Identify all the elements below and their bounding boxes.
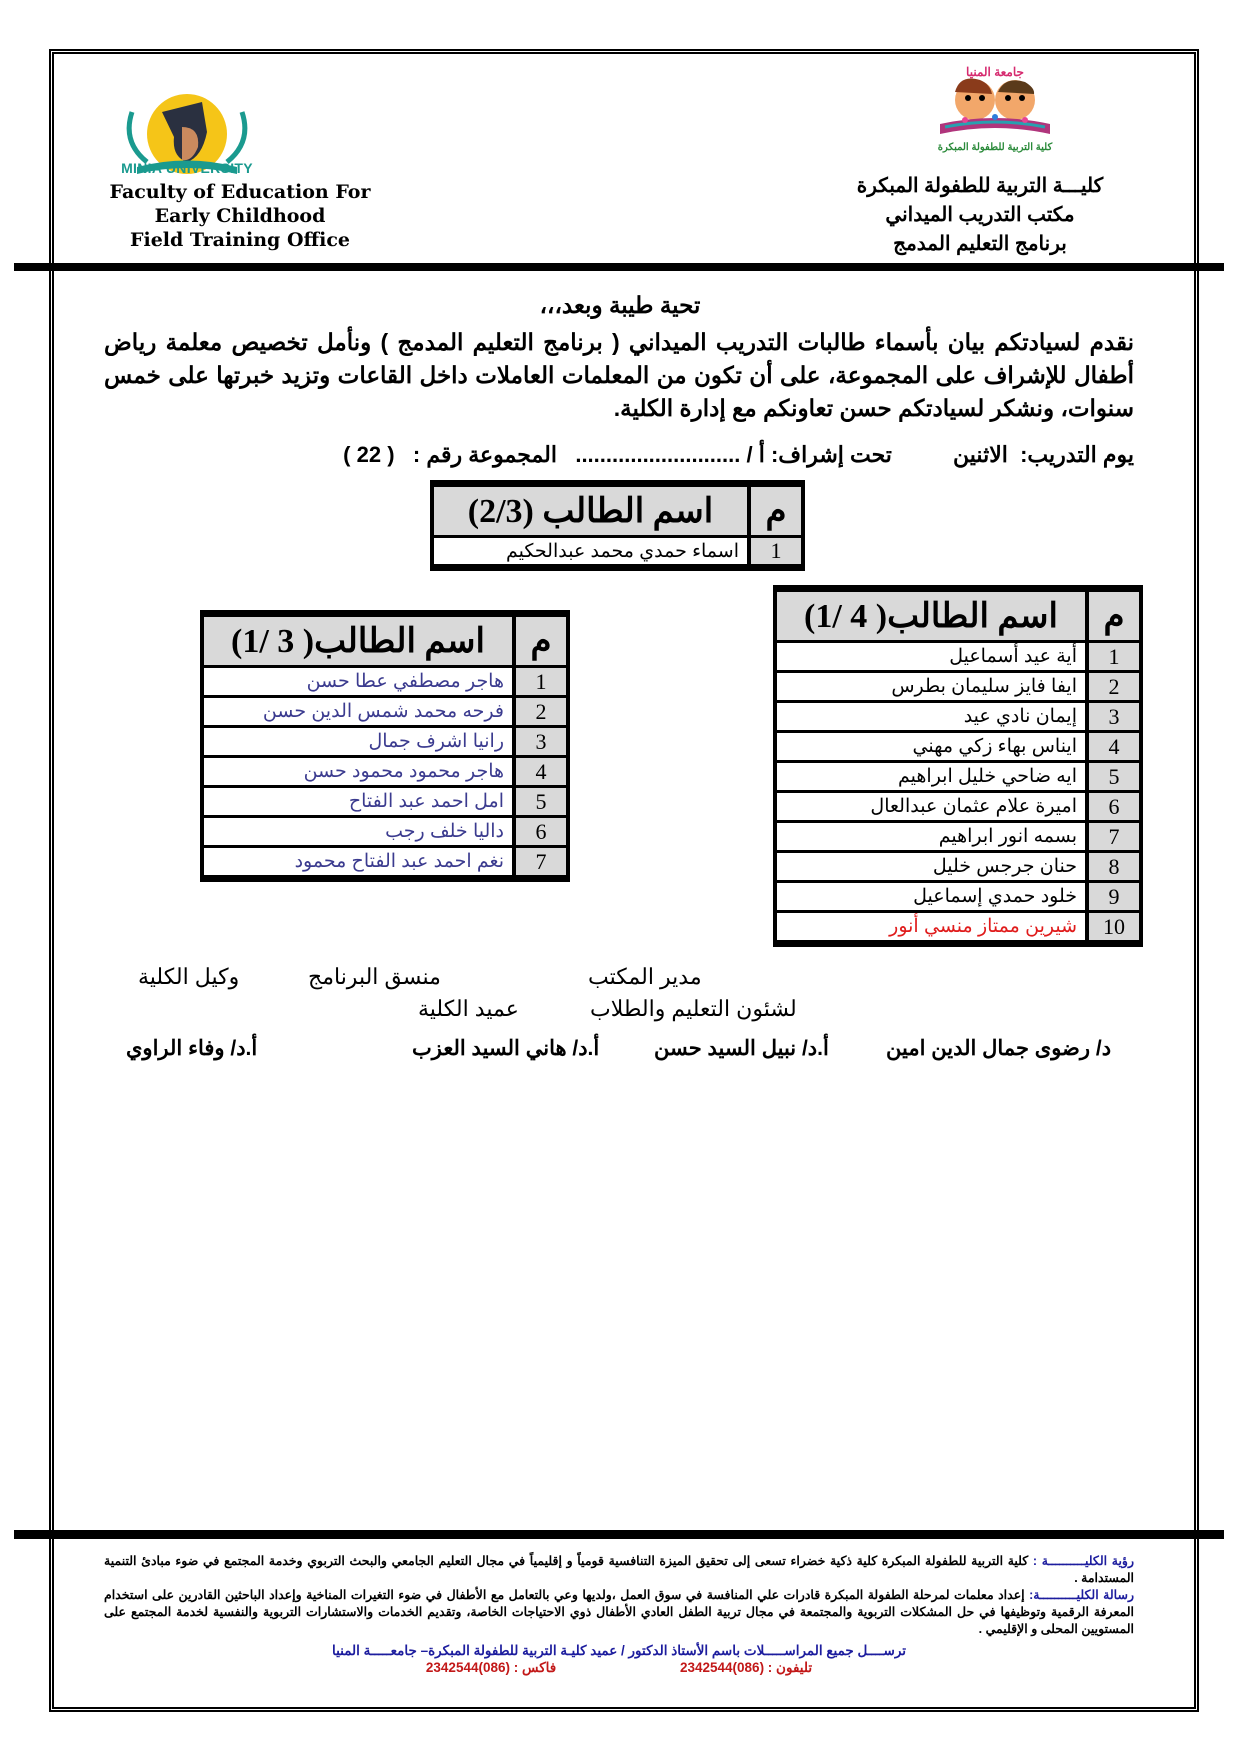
- sig-name-office-manager: د/ رضوى جمال الدين امين: [886, 1037, 1112, 1060]
- letter-body: نقدم لسيادتكم بيان بأسماء طالبات التدريب الميداني ( برنامج التعليم المدمج ) ونأمل تخصيص معلمة رياض أطفال للإشراف على المجموعة، على أن تكون من المعلمات العاملات داخل القاعات وتزيد خبرتها على خمس سنوات، ونشكر لسيادتكم حسن تعاونكم مع إدارة الكلية.: [104, 329, 1135, 421]
- sig-name-dean: أ.د/ وفاء الراوي: [126, 1037, 258, 1060]
- contact-line: [104, 1659, 1134, 1676]
- col-header-name: اسم الطالب (2/3): [434, 487, 747, 535]
- table-row: 8 حنان جرجس خليل: [777, 853, 1139, 880]
- vision-paragraph: [104, 1553, 1134, 1587]
- col-header-num: م: [747, 487, 801, 535]
- faculty-line-1: Faculty of Education For: [109, 181, 371, 203]
- table-row: 3 إيمان نادي عيد: [777, 703, 1139, 730]
- mission-label: رسالة الكليــــــــــة:: [1029, 1588, 1134, 1602]
- table-row: 4 هاجر محمود محمود حسن: [204, 758, 566, 785]
- greeting: تحية طيبة وبعد،،،: [539, 292, 701, 318]
- faculty-ar-line-1: كليـــة التربية للطفولة المبكرة: [856, 175, 1104, 197]
- col-header-name: اسم الطالب( 3 /1): [204, 617, 512, 665]
- svg-text:جامعة المنيا: جامعة المنيا: [966, 65, 1024, 79]
- fax-number: فاكس : (086)2342544: [425, 1660, 557, 1675]
- faculty-title-ar: [830, 172, 1130, 259]
- faculty-ar-line-2: مكتب التدريب الميداني: [885, 204, 1075, 226]
- table-row: 1 أية عيد أسماعيل: [777, 643, 1139, 670]
- student-table-4-1: [773, 585, 1143, 947]
- table-row: 5 امل احمد عبد الفتاح: [204, 788, 566, 815]
- sig-title-office-manager: مدير المكتب: [588, 964, 702, 989]
- table-row: 2 فرحه محمد شمس الدين حسن: [204, 698, 566, 725]
- kids-logo-caption: كلية التربية للطفولة المبكرة: [937, 142, 1053, 153]
- table-row: 6 داليا خلف رجب: [204, 818, 566, 845]
- supervisor-blank: ...........................: [575, 442, 741, 467]
- sig-title-vice-dean: وكيل الكلية: [138, 964, 240, 989]
- training-day-label: يوم التدريب:: [1020, 442, 1134, 467]
- table-row: 7 نغم احمد عبد الفتاح محمود: [204, 848, 566, 875]
- faculty-ar-line-3: برنامج التعليم المدمج: [893, 233, 1067, 255]
- mission-text: إعداد معلمات لمرحلة الطفولة المبكرة قادرات علي المنافسة في سوق العمل ،ولديها وعي بالتعامل مع الأطفال في ضوء التغيرات المناخية وإعداد الباحثين القادرين على استخدام المعرفة الرقمية وتوظيفها في حل المشكلات التربوية والمجتمعة في مجال تربية الطفل العادي الأطفال ذوي الاحتياجات الخاصة، وتقديم الخدمات والاستشارات التربوية والنفسية لخدمة المجتمع على المستويين المحلى و الإقليمي .: [104, 1588, 1134, 1636]
- footer: [104, 1553, 1134, 1676]
- col-header-num: م: [1085, 592, 1139, 640]
- university-name-en: MINIA UNIVERSITY: [121, 160, 253, 176]
- table-row: 6 اميرة علام عثمان عبدالعال: [777, 793, 1139, 820]
- student-table-2-3: [430, 480, 805, 571]
- faculty-kids-logo: [920, 62, 1070, 157]
- table-row-highlighted: 10 شيرين ممتاز منسي أنور: [777, 913, 1139, 940]
- student-table-3-1: [200, 610, 570, 882]
- faculty-title-en: [100, 180, 380, 252]
- mission-paragraph: [104, 1587, 1134, 1638]
- table-row: 1 اسماء حمدي محمد عبدالحكيم: [434, 538, 801, 564]
- sig-title-vice-dean-sub: لشئون التعليم والطلاب: [590, 996, 797, 1021]
- group-label: المجموعة رقم :: [412, 442, 557, 467]
- table-row: 5 ايه ضاحي خليل ابراهيم: [777, 763, 1139, 790]
- sig-name-program-coordinator: أ.د/ نبيل السيد حسن: [654, 1037, 829, 1060]
- sig-title-program-coordinator: منسق البرنامج: [308, 964, 441, 989]
- table-row: 9 خلود حمدي إسماعيل: [777, 883, 1139, 910]
- phone-number: تليفون : (086)2342544: [679, 1660, 813, 1675]
- header-divider: [14, 263, 1224, 271]
- vision-label: رؤية الكليــــــــــة :: [1032, 1554, 1134, 1568]
- training-day-value: الاثنين: [953, 442, 1008, 467]
- col-header-name: اسم الطالب( 4 /1): [777, 592, 1085, 640]
- correspondence-note: ترســــل جميع المراســـــلات باسم الأستاذ الدكتور / عميد كليـة التربية للطفولة المبكرة– جامعـــــة المنيا: [331, 1643, 907, 1658]
- sig-title-dean: عميد الكلية: [418, 996, 519, 1021]
- col-header-num: م: [512, 617, 566, 665]
- supervisor-label: تحت إشراف: أ /: [746, 442, 892, 467]
- faculty-line-2: Early Childhood: [154, 205, 326, 227]
- table-row: 1 هاجر مصطفي عطا حسن: [204, 668, 566, 695]
- table-row: 2 ايفا فايز سليمان بطرس: [777, 673, 1139, 700]
- training-info-line: [104, 442, 1134, 468]
- table-row: 3 رانيا اشرف جمال: [204, 728, 566, 755]
- sig-name-vice-dean: أ.د/ هاني السيد العزب: [412, 1037, 600, 1060]
- footer-divider: [14, 1530, 1224, 1539]
- group-number: ( 22 ): [343, 442, 395, 467]
- faculty-line-3: Field Training Office: [130, 229, 350, 251]
- table-row: 7 بسمه انور ابراهيم: [777, 823, 1139, 850]
- table-row: 4 ايناس بهاء زكي مهني: [777, 733, 1139, 760]
- vision-text: كلية التربية للطفولة المبكرة كلية ذكية خضراء تسعى إلى تحقيق الميزة التنافسية قومياً و إقليمياً في مجال التعليم الجامعي والبحث التربوي وخدمة المجتمع في ضوء مبادئ التنمية المستدامة .: [104, 1554, 1134, 1585]
